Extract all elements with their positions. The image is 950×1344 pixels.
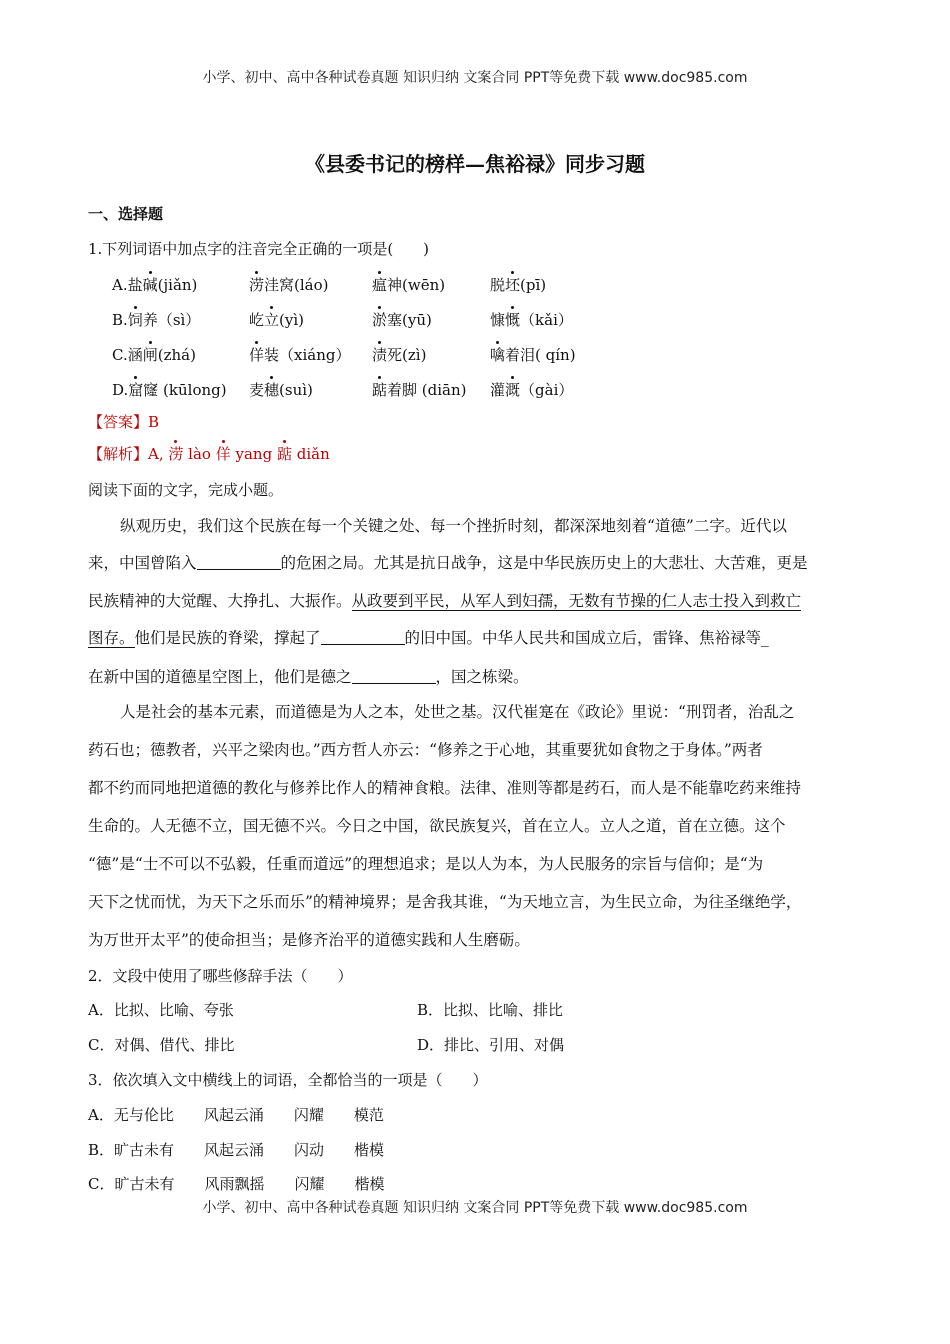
passage-p1-line2: 来，中国曾陷入 的危困之局。尤其是抗日战争，这是中华民族历史上的大悲壮、大苦难，更是 [88, 554, 808, 572]
q1-option-c: C.涵闸(zhá) 佯装（xiáng） 渍死(zì) 噙着泪( qín) [112, 346, 576, 364]
question-1-stem: 1.下列词语中加点字的注音完全正确的一项是( ) [88, 240, 430, 258]
q1-option-a: A.盐碱(jiǎn) 涝洼窝(láo) 瘟神(wēn) 脱坯(pī) [112, 276, 547, 294]
passage-p2-line: 人是社会的基本元素，而道德是为人之本，处世之基。汉代崔寔在《政论》里说：“刑罚者，治乱之 [120, 703, 795, 721]
blank-2 [321, 629, 405, 646]
question-3-stem: 3．依次填入文中横线上的词语，全都恰当的一项是（ ） [88, 1071, 488, 1089]
q3-option-b: B．旷古未有 风起云涌 闪动 楷模 [88, 1141, 385, 1159]
q1-option-d: D.窟窿 (kūlong) 麦穗(suì) 踮着脚 (diān) 灌溉（gài） [112, 381, 574, 399]
analysis-line: 【解析】A, 涝 lào 佯 yang 踮 diǎn [88, 445, 330, 463]
passage-p2-line: 天下之忧而忧，为天下之乐而乐”的精神境界；是舍我其谁，“为天地立言，为生民立命，为往圣继绝学， [88, 893, 802, 911]
passage-p1-line3: 民族精神的大觉醒、大挣扎、大振作。从政要到平民，从军人到妇孺，无数有节操的仁人志士投入到救亡 [88, 592, 802, 610]
passage-p2-line: 生命的。人无德不立，国无德不兴。今日之中国，欲民族复兴，首在立人。立人之道，首在立德。这个 [88, 817, 786, 835]
page-header: 小学、初中、高中各种试卷真题 知识归纳 文案合同 PPT等免费下载 www.doc985.com [202, 70, 748, 86]
passage-p2-line: “德”是“士不可以不弘毅，任重而道远”的理想追求；是以人为本，为人民服务的宗旨与信仰；是“为 [88, 855, 764, 873]
q2-option-d: D．排比、引用、对偶 [417, 1036, 565, 1054]
q2-option-b: B．比拟、比喻、排比 [417, 1001, 564, 1019]
passage-p2-line: 为万世开太平”的使命担当；是修齐治平的道德实践和人生磨砺。 [88, 931, 530, 949]
q3-option-c: C．旷古未有 风雨飘摇 闪耀 楷模 [88, 1175, 385, 1193]
reading-intro: 阅读下面的文字，完成小题。 [88, 481, 284, 499]
q2-option-c: C．对偶、借代、排比 [88, 1036, 235, 1054]
passage-p1-line4: 图存。他们是民族的脊梁，撑起了 的旧中国。中华人民共和国成立后，雷锋、焦裕禄等_ [88, 629, 769, 647]
q2-option-a: A．比拟、比喻、夸张 [88, 1001, 234, 1019]
passage-p2-line: 都不约而同地把道德的教化与修养比作人的精神食粮。法律、准则等都是药石，而人是不能靠吃药来维持 [88, 779, 802, 797]
blank-1 [197, 554, 281, 571]
answer-line: 【答案】B [88, 413, 160, 431]
page-title: 《县委书记的榜样—焦裕禄》同步习题 [305, 152, 645, 176]
page-footer: 小学、初中、高中各种试卷真题 知识归纳 文案合同 PPT等免费下载 www.doc985.com [202, 1200, 748, 1216]
passage-p2-line: 药石也；德教者，兴平之梁肉也。”西方哲人亦云：“修养之于心地，其重要犹如食物之于身体。”两者 [88, 741, 763, 759]
section-heading: 一、选择题 [88, 205, 164, 223]
passage-p1-line5: 在新中国的道德星空图上，他们是德之 ，国之栋梁。 [88, 668, 529, 686]
q3-option-a: A．无与伦比 风起云涌 闪耀 模范 [88, 1106, 384, 1124]
q1-option-b: B.饲养（sì） 屹立(yì) 淤塞(yū) 慷慨（kǎi） [112, 311, 573, 329]
question-2-stem: 2．文段中使用了哪些修辞手法（ ） [88, 967, 353, 985]
blank-3 [352, 668, 436, 685]
passage-p1-line1: 纵观历史，我们这个民族在每一个关键之处、每一个挫折时刻，都深深地刻着“道德”二字。近代以 [120, 517, 787, 535]
